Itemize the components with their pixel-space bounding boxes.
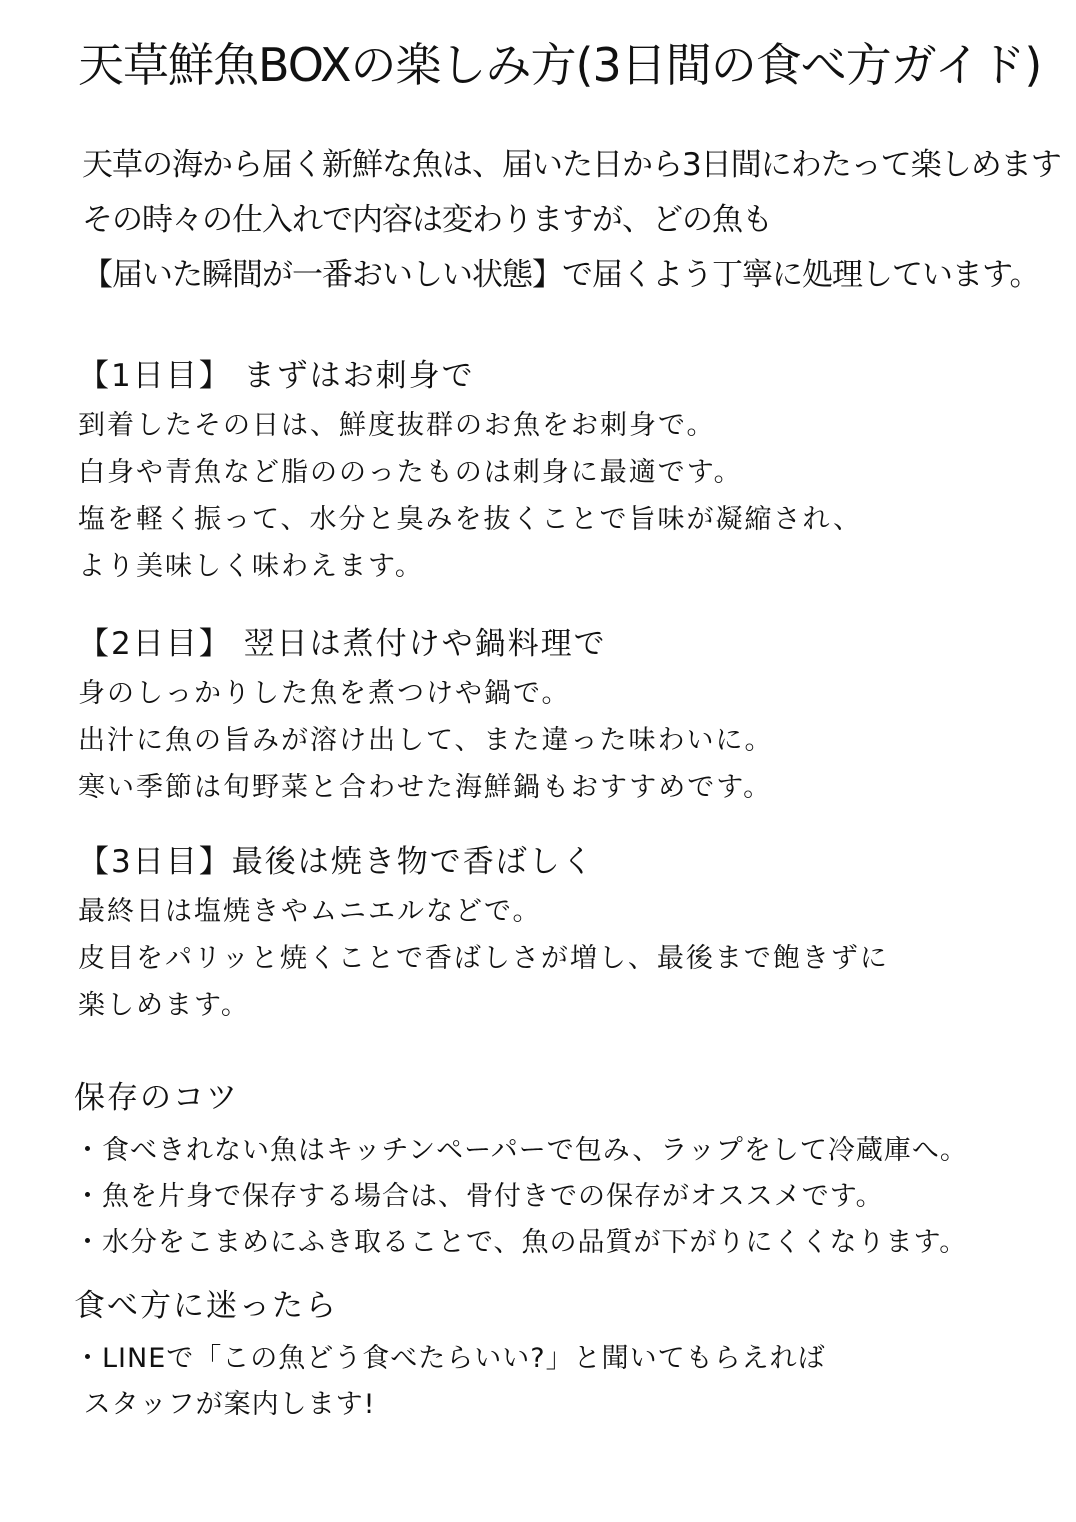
help-section: [74, 1280, 1054, 1428]
intro-line: その時々の仕入れで内容は変わりますが、どの魚も: [82, 202, 772, 238]
storage-tip: ・食べきれない魚はキッチンペーパーで包み、ラップをして冷蔵庫へ。: [74, 1135, 968, 1166]
day3-line: 楽しめます。: [78, 990, 250, 1021]
day3-line: 最終日は塩焼きやムニエルなどで。: [78, 896, 542, 927]
day1-line: より美味しく味わえます。: [78, 551, 424, 582]
day3-line: 皮目をパリッと焼くことで香ばしさが増し、最後まで飽きずに: [78, 943, 889, 974]
help-heading: 食べ方に迷ったら: [74, 1288, 338, 1324]
storage-heading: 保存のコツ: [74, 1080, 239, 1116]
intro-line: 【届いた瞬間が一番おいしい状態】で届くよう丁寧に処理しています。: [82, 257, 1040, 293]
day2-line: 寒い季節は旬野菜と合わせた海鮮鍋もおすすめです。: [78, 772, 773, 803]
day3-section: [78, 838, 1058, 1029]
storage-tip: ・魚を片身で保存する場合は、骨付きでの保存がオススメです。: [74, 1181, 884, 1212]
help-line: スタッフが案内します!: [74, 1389, 376, 1420]
day1-line: 白身や青魚など脂ののったものは刺身に最適です。: [78, 457, 743, 488]
intro-section: [82, 138, 1061, 303]
day1-heading: 【1日目】 まずはお刺身で: [78, 358, 475, 394]
page-title: 天草鮮魚BOXの楽しみ方(3日間の食べ方ガイド): [78, 38, 1042, 92]
day2-section: [78, 620, 1058, 811]
day2-heading: 【2日目】 翌日は煮付けや鍋料理で: [78, 626, 607, 662]
day2-line: 出汁に魚の旨みが溶け出して、また違った味わいに。: [78, 725, 774, 756]
day1-line: 塩を軽く振って、水分と臭みを抜くことで旨味が凝縮され、: [78, 504, 863, 535]
storage-tip: ・水分をこまめにふき取ることで、魚の品質が下がりにくくなります。: [74, 1227, 968, 1258]
day2-line: 身のしっかりした魚を煮つけや鍋で。: [78, 678, 571, 709]
day3-heading: 【3日目】最後は焼き物で香ばしく: [78, 844, 595, 880]
storage-tips-section: [74, 1072, 1054, 1266]
day1-line: 到着したその日は、鮮度抜群のお魚をお刺身で。: [78, 410, 716, 441]
help-line: ・LINEで「この魚どう食べたらいい?」と聞いてもらえれば: [74, 1343, 826, 1374]
intro-line: 天草の海から届く新鮮な魚は、届いた日から3日間にわたって楽しめます: [82, 147, 1061, 183]
day1-section: [78, 352, 1058, 590]
